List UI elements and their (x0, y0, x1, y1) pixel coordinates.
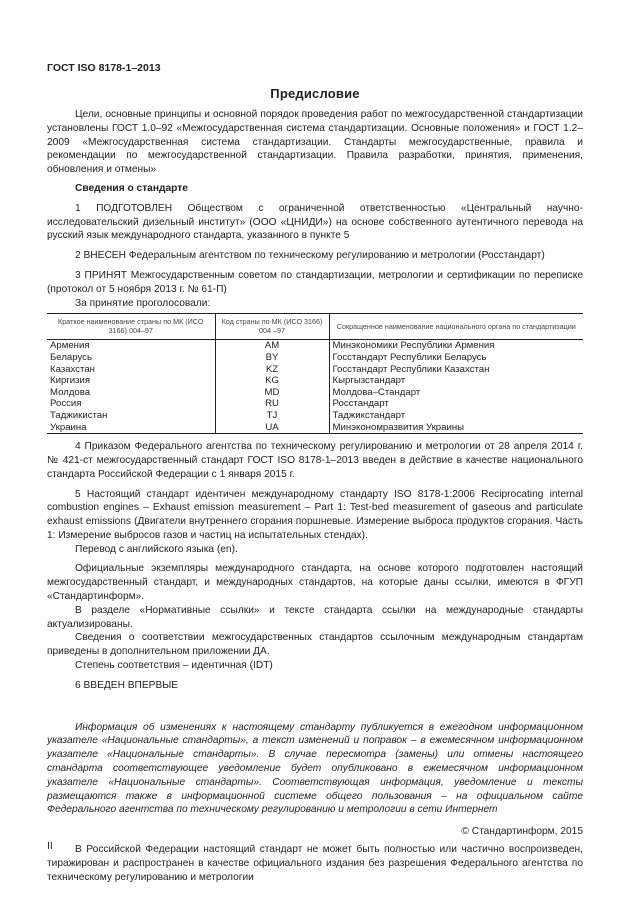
table-cell-country: Беларусь (50, 351, 92, 363)
section-subheading: Сведения о стандарте (75, 182, 188, 194)
reproduction-restriction: В Российской Федерации настоящий стандарт не может быть полностью или частично воспроизведен, тиражирован и распространен в качестве официального издания без разрешения Федерального агентства по техническому регулированию и метрологии (47, 844, 583, 883)
page-number: II (47, 840, 53, 852)
table-row (47, 398, 583, 410)
references-paragraph: В разделе «Нормативные ссылки» и тексте стандарта ссылки на международные стандарты актуализированы. (47, 604, 583, 630)
table-cell-body: Кыргызстандарт (329, 375, 583, 387)
table-row (47, 352, 583, 364)
table-cell-code: MD (215, 387, 329, 399)
table-cell-code: UA (215, 422, 329, 434)
table-cell-country: Казахстан (50, 363, 95, 375)
copyright-line: © Стандартинформ, 2015 (461, 826, 583, 838)
table-cell-country: Украина (47, 422, 215, 434)
paragraph-item-1: 1 ПОДГОТОВЛЕН Обществом с ограниченной ответственностью «Центральный научно-исследовательский дизельный институт» (ООО «ЦНИДИ») на основе собственного аутентичного перевода на русский язык международного стандарта, указанного в пункте 5 (47, 202, 583, 242)
table-cell-body: Госстандарт Республики Казахстан (329, 364, 583, 376)
document-body (47, 108, 583, 884)
table-cell-body: Минэкономразвития Украины (329, 422, 583, 434)
paragraph-item-4: 4 Приказом Федерального агентства по техническому регулированию и метрологии от 28 апреля 2014 г. № 421-ст межгосударственный стандарт ГОСТ ISO 8178-1–2013 введен в действие в качестве национального стандарта Российской Федерации с 1 января 2015 г. (47, 441, 583, 480)
table-row (47, 340, 583, 352)
intro-paragraph: Цели, основные принципы и основной порядок проведения работ по межгосударственной стандартизации установлены ГОСТ 1.0–92 «Межгосударственная система стандартизации. Основные положения» и ГОСТ 1.2–2009 «Межгосударственная система стандартизации. Стандарты межгосударственные, правила и рекомендации по межгосударственной стандартизации. Правила разработки, принятия, применения, обновления и отмены» (47, 109, 583, 176)
voted-caption: За принятие проголосовали: (75, 297, 211, 309)
table-cell-country: Молдова (50, 386, 91, 398)
changes-notice: Информация об изменениях к настоящему стандарту публикуется в ежегодном информационном указателе «Национальные стандарты», а текст изменений и поправок – в ежемесячном информационном указателе «Национальные стандарты». В случае пересмотра (замены) или отмены настоящего стандарта соответствующее уведомление будет опубликовано в ежемесячном информационном указателе «Национальные стандарты». Соответствующая информация, уведомление и тексты размещаются также в информационной системе общего пользования – на официальном сайте Федерального агентства по техническому регулированию и метрологии в сети Интернет (47, 721, 583, 816)
table-row (47, 387, 583, 399)
table-header-body: Сокращенное наименование национального органа по стандартизации (329, 314, 583, 340)
table-cell-code: RU (215, 398, 329, 410)
paragraph-item-6: 6 ВВЕДЕН ВПЕРВЫЕ (75, 679, 179, 691)
voting-countries-table (47, 313, 583, 434)
table-row (47, 422, 583, 434)
table-row (47, 375, 583, 387)
table-header-code: Код страны по МК (ИСО 3166) 004 –97 (215, 314, 329, 340)
paragraph-item-5: 5 Настоящий стандарт идентичен международному стандарту ISO 8178-1:2006 Reciprocating internal combustion engines – Exhaust emission measurement – Part 1: Test-bed measurement of gaseous and particulate exhaust emissions (Двигатели внутреннего сгорания поршневые. Измерение выброса продуктов сгорания. Часть 1: Измерение выбросов газов и частиц на испытательных стендах). (47, 488, 583, 541)
table-cell-code: KZ (215, 364, 329, 376)
table-cell-code: AM (215, 340, 329, 352)
table-cell-code: BY (215, 352, 329, 364)
table-cell-body: Минэкономики Республики Армения (329, 340, 583, 352)
table-cell-code: TJ (215, 410, 329, 422)
table-header-country: Краткое наименование страны по МК (ИСО 3166) 004–97 (47, 314, 215, 340)
table-row (47, 364, 583, 376)
table-cell-country: Армения (50, 340, 90, 352)
standard-designation: ГОСТ ISO 8178-1–2013 (47, 62, 161, 74)
paragraph-item-3: 3 ПРИНЯТ Межгосударственным советом по стандартизации, метрологии и сертификации по переписке (протокол от 5 ноября 2013 г. № 61-П) (47, 269, 583, 295)
paragraph-item-2: 2 ВНЕСЕН Федеральным агентством по техническому регулированию и метрологии (Росстандарт) (75, 250, 545, 262)
translation-note: Перевод с английского языка (en). (75, 543, 238, 555)
table-cell-body: Госстандарт Республики Беларусь (329, 352, 583, 364)
table-cell-country: Россия (50, 398, 82, 410)
table-cell-body: Росстандарт (329, 398, 583, 410)
table-cell-body: Молдова–Стандарт (329, 387, 583, 399)
table-cell-country: Таджикистан (50, 409, 108, 421)
table-row (47, 410, 583, 422)
conformity-paragraph: Сведения о соответствии межгосударственных стандартов ссылочным международным стандартам приведены в дополнительном приложении ДА. (47, 632, 583, 658)
table-cell-code: KG (215, 375, 329, 387)
page-title: Предисловие (270, 86, 360, 101)
conformity-degree: Степень соответствия – идентичная (IDT) (75, 660, 273, 672)
table-cell-country: Киргизия (50, 375, 91, 387)
official-copies-paragraph: Официальные экземпляры международного стандарта, на основе которого подготовлен настоящий межгосударственный стандарт, и международных стандартов, на которые даны ссылки, имеются в ФГУП «Стандартинформ». (47, 563, 583, 603)
table-cell-body: Таджикстандарт (329, 410, 583, 422)
